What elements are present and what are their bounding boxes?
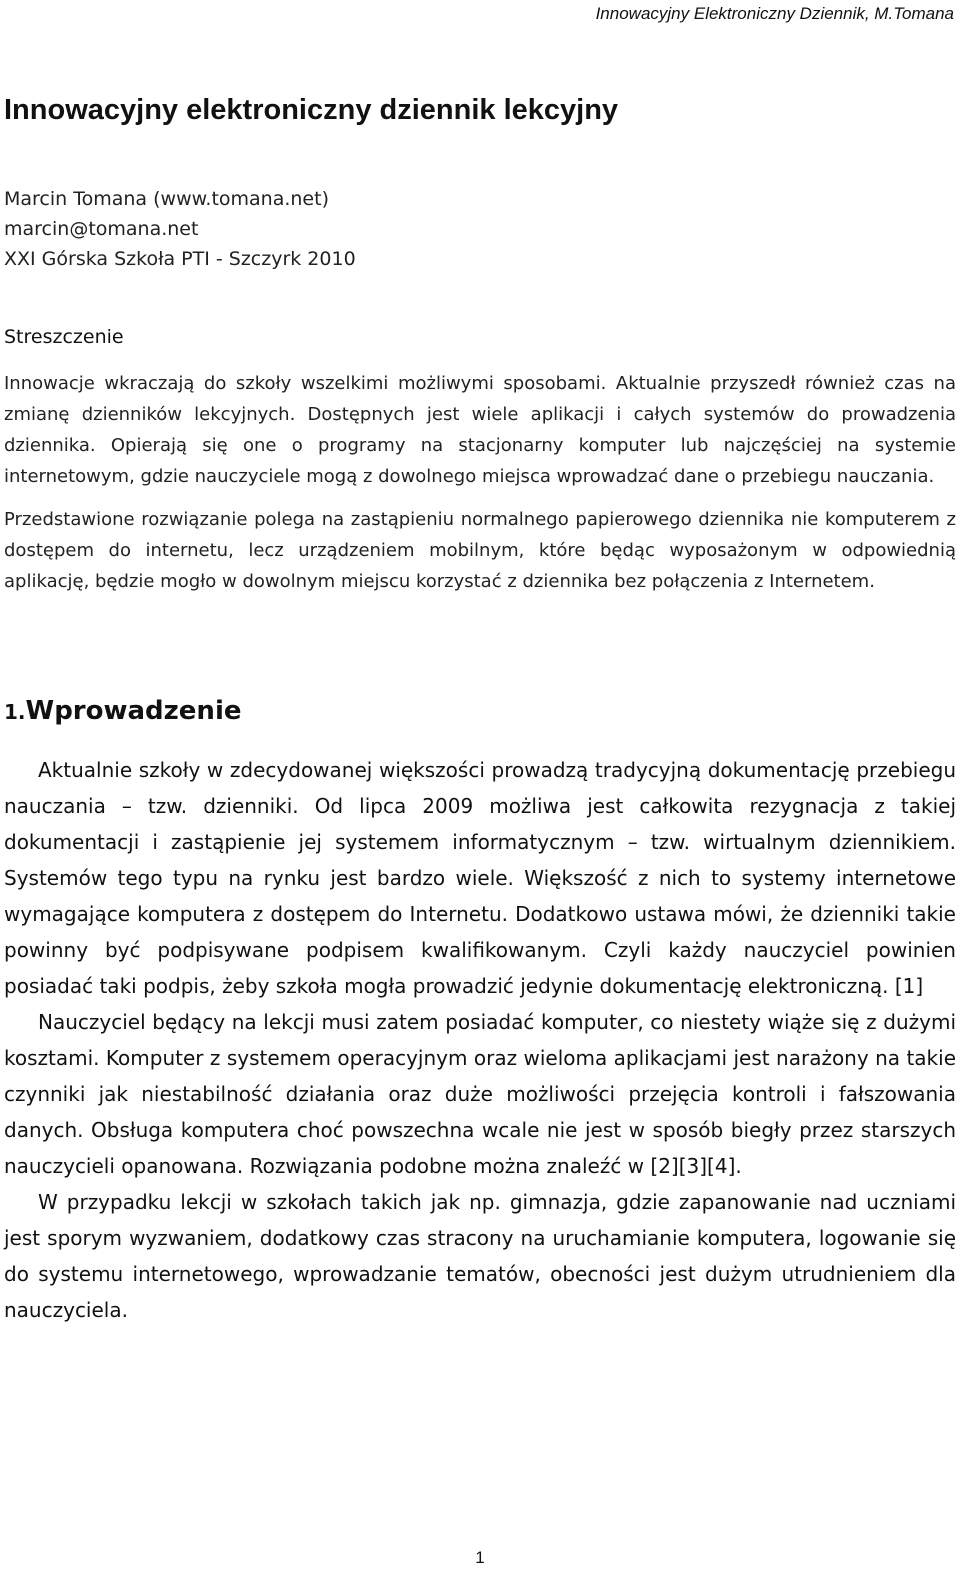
abstract [4, 368, 956, 609]
running-header: Innowacyjny Elektroniczny Dziennik, M.Tomana [595, 4, 954, 23]
section-heading [4, 696, 242, 726]
author-name: Marcin Tomana (www.tomana.net) [4, 188, 329, 210]
author-block [4, 184, 356, 274]
body-paragraph: Aktualnie szkoły w zdecydowanej większości prowadzą tradycyjną dokumentację przebiegu nauczania – tzw. dzienniki. Od lipca 2009 możliwa jest całkowita rezygnacja z takiej dokumentacji i zastąpienie jej systemem informatycznym – tzw. wirtualnym dziennikiem. Systemów tego typu na rynku jest bardzo wiele. Większość z nich to systemy internetowe wymagające komputera z dostępem do Internetu. Dodatkowo ustawa mówi, że dzienniki takie powinny być podpisywane podpisem kwalifikowanym. Czyli każdy nauczyciel powinien posiadać taki podpis, żeby szkoła mogła prowadzić jedynie dokumentację elektroniczną. [1] [4, 758, 956, 998]
abstract-paragraph: Innowacje wkraczają do szkoły wszelkimi możliwymi sposobami. Aktualnie przyszedł również czas na zmianę dzienników lekcyjnych. Dostępnych jest wiele aplikacji i całych systemów do prowadzenia dziennika. Opierają się one o programy na stacjonarny komputer lub najczęściej na systemie internetowym, gdzie nauczyciele mogą z dowolnego miejsca wprowadzać dane o przebiegu nauczania. [4, 373, 956, 487]
author-venue: XXI Górska Szkoła PTI - Szczyrk 2010 [4, 248, 356, 270]
abstract-paragraph: Przedstawione rozwiązanie polega na zastąpieniu normalnego papierowego dziennika nie komputerem z dostępem do internetu, lecz urządzeniem mobilnym, które będąc wyposażonym w odpowiednią aplikację, będzie mogło w dowolnym miejscu korzystać z dziennika bez połączenia z Internetem. [4, 509, 956, 592]
section-number: 1. [4, 700, 26, 724]
page-number: 1 [475, 1548, 485, 1567]
abstract-heading: Streszczenie [4, 326, 124, 348]
body-paragraph: W przypadku lekcji w szkołach takich jak np. gimnazja, gdzie zapanowanie nad uczniami jest sporym wyzwaniem, dodatkowy czas stracony na uruchamianie komputera, logowanie się do systemu internetowego, wprowadzanie tematów, obecności jest dużym utrudnieniem dla nauczyciela. [4, 1190, 956, 1322]
section-title: Wprowadzenie [25, 696, 242, 726]
body-paragraph: Nauczyciel będący na lekcji musi zatem posiadać komputer, co niestety wiąże się z dużymi kosztami. Komputer z systemem operacyjnym oraz wieloma aplikacjami jest narażony na takie czynniki jak niestabilność działania oraz duże możliwości przejęcia kontroli i fałszowania danych. Obsługa komputera choć powszechna wcale nie jest w sposób biegły przez starszych nauczycieli opanowana. Rozwiązania podobne można znaleźć w [2][3][4]. [4, 1010, 956, 1178]
author-email: marcin@tomana.net [4, 218, 199, 240]
paper-title: Innowacyjny elektroniczny dziennik lekcyjny [4, 94, 619, 126]
section-body [4, 752, 956, 1328]
